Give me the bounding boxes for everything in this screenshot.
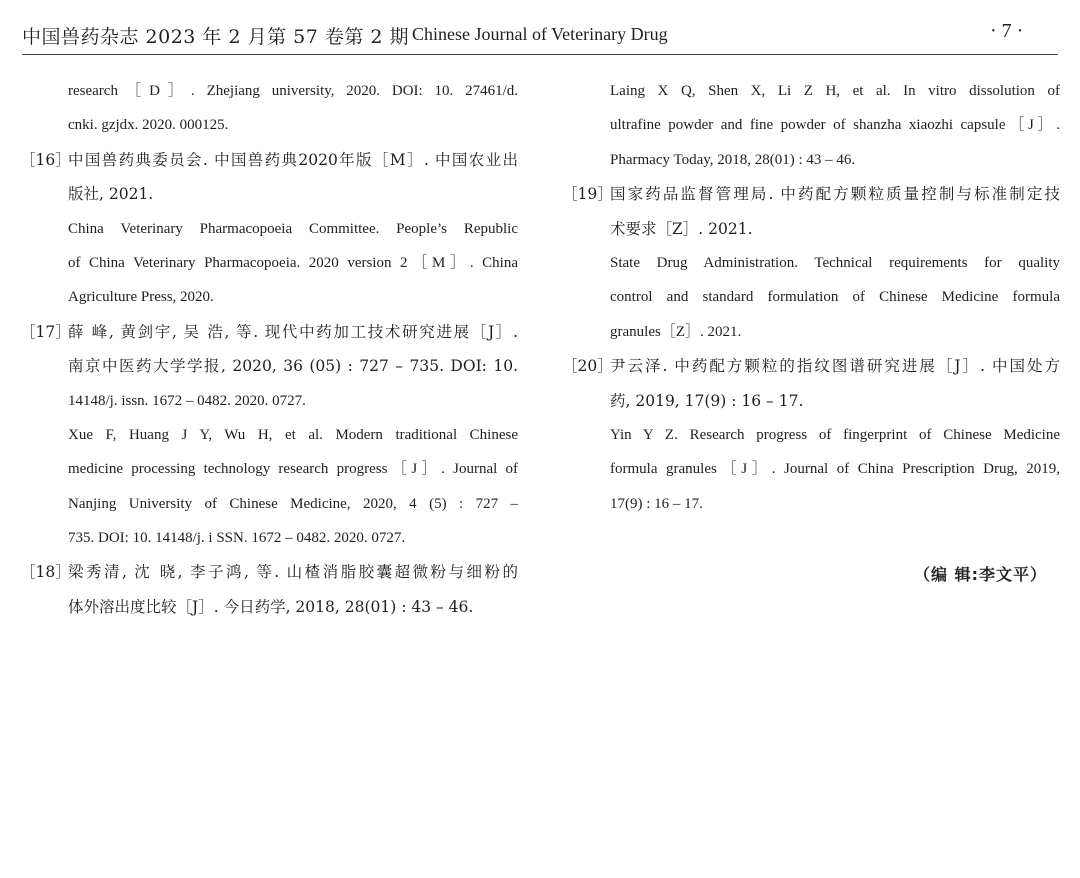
reference-line: formula granules［J］. Journal of China Prescription Drug, 2019, (610, 461, 1060, 478)
reference-line: Pharmacy Today, 2018, 28(01) : 43 – 46. (610, 151, 856, 168)
reference-line: ultrafine powder and fine powder of shanzha xiaozhi capsule［J］. (610, 117, 1060, 134)
reference-number: ［17］ (20, 322, 71, 341)
reference-line: control and standard formulation of Chinese Medicine formula (610, 289, 1060, 306)
reference-line: 体外溶出度比较［J］. 今日药学, 2018, 28(01) : 43 – 46. (68, 597, 474, 616)
reference-16 (20, 143, 518, 315)
reference-line: granules［Z］. 2021. (610, 323, 742, 340)
page-header (0, 0, 1080, 56)
reference-line: 国家药品监督管理局. 中药配方颗粒质量控制与标准制定技 (610, 185, 1060, 204)
reference-line: Yin Y Z. Research progress of fingerprint of Chinese Medicine (610, 426, 1060, 443)
reference-line: cnki. gzjdx. 2020. 000125. (68, 117, 229, 134)
reference-line: Agriculture Press, 2020. (68, 289, 214, 306)
reference-number: ［18］ (20, 563, 71, 582)
reference-line: Nanjing University of Chinese Medicine, 2020, 4 (5) : 727 – (68, 495, 518, 512)
reference-line: medicine processing technology research progress［J］. Journal of (68, 461, 518, 478)
reference-number: ［20］ (562, 357, 613, 376)
reference-line: State Drug Administration. Technical requirements for quality (610, 254, 1060, 271)
reference-line: research［D］. Zhejiang university, 2020. DOI: 10. 27461/d. (68, 83, 518, 99)
reference-15-continued (20, 74, 518, 143)
reference-line: 版社, 2021. (68, 185, 154, 204)
reference-19 (562, 177, 1060, 349)
reference-line: 梁秀清, 沈 晓, 李子鸿, 等. 山楂消脂胶囊超微粉与细粉的 (68, 563, 518, 582)
journal-title-cn: 中国兽药杂志 2023 年 2 月第 57 卷第 2 期 (22, 26, 410, 48)
header-rule (22, 54, 1058, 55)
reference-line: 术要求［Z］. 2021. (610, 219, 753, 238)
reference-line: 中国兽药典委员会. 中国兽药典2020年版［M］. 中国农业出 (68, 150, 518, 169)
reference-line: 17(9) : 16 – 17. (610, 495, 703, 512)
journal-title-en: Chinese Journal of Veterinary Drug (412, 24, 668, 44)
reference-line: 南京中医药大学学报, 2020, 36 (05) : 727 – 735. DOI: 10. (68, 357, 518, 376)
reference-18 (20, 555, 518, 624)
editor-credit: （编 辑:李文平） (914, 565, 1047, 584)
reference-20 (562, 349, 1060, 521)
reference-line: Laing X Q, Shen X, Li Z H, et al. In vitro dissolution of (610, 83, 1060, 99)
reference-18-continued (562, 74, 1060, 177)
reference-line: of China Veterinary Pharmacopoeia. 2020 version 2［M］. China (68, 254, 518, 271)
left-column (20, 74, 518, 624)
reference-line: 薛 峰, 黄剑宇, 吴 浩, 等. 现代中药加工技术研究进展［J］. (68, 322, 518, 341)
reference-line: China Veterinary Pharmacopoeia Committee. People’s Republic (68, 220, 518, 237)
reference-line: 14148/j. issn. 1672 – 0482. 2020. 0727. (68, 392, 306, 409)
reference-line: 药, 2019, 17(9) : 16 – 17. (610, 391, 804, 410)
reference-line: 735. DOI: 10. 14148/j. i SSN. 1672 – 0482. 2020. 0727. (68, 530, 406, 547)
reference-17 (20, 315, 518, 556)
right-column (562, 74, 1060, 521)
reference-number: ［16］ (20, 150, 71, 169)
reference-number: ［19］ (562, 185, 613, 204)
reference-line: 尹云泽. 中药配方颗粒的指纹图谱研究进展［J］. 中国处方 (610, 357, 1060, 376)
page-number: · 7 · (990, 20, 1024, 42)
reference-line: Xue F, Huang J Y, Wu H, et al. Modern traditional Chinese (68, 426, 518, 443)
